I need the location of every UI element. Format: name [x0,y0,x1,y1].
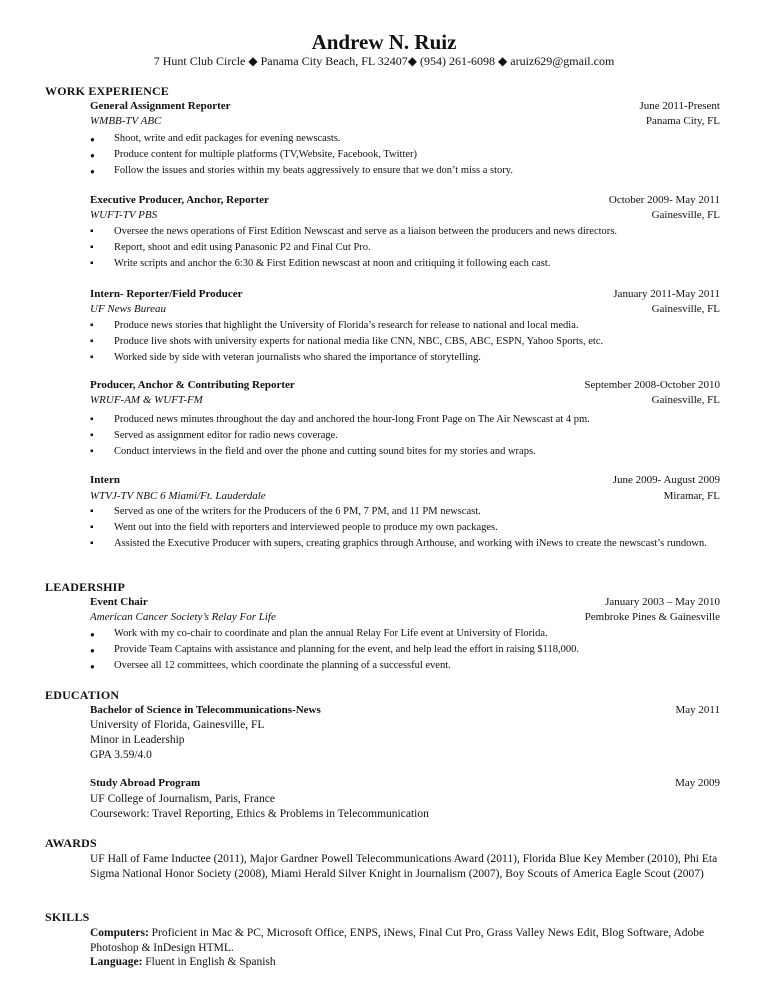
bullet-item: ● Follow the issues and stories within my beats aggressively to ensure that we don’t miss a story. [90,164,730,178]
leadership-title: Event Chair [90,596,148,608]
abroad-school: UF College of Journalism, Paris, France [90,793,275,805]
job-title: Intern- Reporter/Field Producer [90,288,243,300]
job-title: Intern [90,474,120,486]
job-location: Gainesville, FL [651,394,720,406]
bullet-item: ● Oversee all 12 committees, which coordinate the planning of a successful event. [90,659,730,673]
bullet-item: ▪ Write scripts and anchor the 6:30 & First Edition newscast at noon and critiquing it following each cast. [90,257,730,271]
bullet-item: ▪ Served as assignment editor for radio news coverage. [90,429,730,443]
bullet-item: ● Shoot, write and edit packages for evening newscasts. [90,132,730,146]
bullet-item: ● Work with my co-chair to coordinate and plan the annual Relay For Life event at University of Florida. [90,627,730,641]
bullet-item: ▪ Oversee the news operations of First Edition Newscast and serve as a liaison between the producers and news directors. [90,225,730,239]
job-title: Producer, Anchor & Contributing Reporter [90,379,295,391]
job-bullets [90,132,730,180]
bullet-item: ▪ Went out into the field with reporters and interviewed people to produce my own packages. [90,521,730,535]
abroad-program: Study Abroad Program [90,777,201,789]
job-bullets [90,319,730,367]
bullet-item: ▪ Served as one of the writers for the Producers of the 6 PM, 7 PM, and 11 PM newscast. [90,505,730,519]
job-title: Executive Producer, Anchor, Reporter [90,194,269,206]
gpa: GPA 3.59/4.0 [90,749,152,761]
job-bullets [90,505,730,553]
section-heading-education: EDUCATION [45,688,120,702]
job-dates: October 2009- May 2011 [608,194,720,206]
bullet-item: ● Produce content for multiple platforms (TV,Website, Facebook, Twitter) [90,148,730,162]
job-location: Gainesville, FL [651,209,720,221]
leadership-bullets [90,627,730,675]
job-org: UF News Bureau [90,303,166,315]
skills-computers-label: Computers: [90,927,149,939]
degree-date: May 2011 [675,704,720,716]
candidate-name: Andrew N. Ruiz [311,30,457,54]
skills-computers-text: Proficient in Mac & PC, Microsoft Office, ENPS, iNews, Final Cut Pro, Grass Valley News Edit, Blog Software, Adobe Photoshop & InDesign HTML. [90,927,705,954]
job-location: Gainesville, FL [651,303,720,315]
coursework: Coursework: Travel Reporting, Ethics & Problems in Telecommunication [90,808,429,820]
bullet-item: ▪ Produced news minutes throughout the day and anchored the hour-long Front Page on The Air Newscast at 4 pm. [90,413,730,427]
skills-language [90,955,720,970]
job-org: WMBB-TV ABC [90,115,162,127]
bullet-item: ▪ Conduct interviews in the field and over the phone and cutting sound bites for my stories and wraps. [90,445,730,459]
leadership-location: Pembroke Pines & Gainesville [584,611,720,623]
contact-line: 7 Hunt Club Circle ◆ Panama City Beach, FL 32407◆ (954) 261-6098 ◆ aruiz629@gmail.com [153,54,615,68]
bullet-item: ▪ Produce news stories that highlight the University of Florida’s research for release to national and local media. [90,319,730,333]
job-bullets [90,225,730,273]
job-dates: June 2009- August 2009 [612,474,720,486]
awards-text: UF Hall of Fame Inductee (2011), Major Gardner Powell Telecommunications Award (2011), Florida Blue Key Member (2010), Phi Eta Sigma National Honor Society (2008), Miami Herald Silver Knight in Journalism (2007), Boy Scouts of America Eagle Scout (2007) [90,853,718,880]
job-dates: September 2008-October 2010 [584,379,720,391]
bullet-item: ▪ Produce live shots with university experts for national media like CNN, NBC, CBS, ABC, ESPN, Yahoo Sports, etc. [90,335,730,349]
bullet-item: ▪ Assisted the Executive Producer with supers, creating graphics through Arthouse, and working with iNews to create the newscast’s rundown. [90,537,730,551]
degree-name: Bachelor of Science in Telecommunications-News [90,704,321,716]
job-location: Panama City, FL [645,115,720,127]
job-bullets [90,413,730,461]
section-heading-leadership: LEADERSHIP [45,580,126,594]
bullet-item: ● Provide Team Captains with assistance and planning for the event, and help lead the effort in raising $118,000. [90,643,730,657]
abroad-date: May 2009 [675,777,720,789]
school-name: University of Florida, Gainesville, FL [90,719,265,731]
skills-language-text: Fluent in English & Spanish [145,956,276,968]
leadership-org: American Cancer Society’s Relay For Life [90,611,276,623]
job-title: General Assignment Reporter [90,100,231,112]
section-heading-skills: SKILLS [45,910,90,924]
minor: Minor in Leadership [90,734,185,746]
skills-language-label: Language: [90,956,143,968]
leadership-dates: January 2003 – May 2010 [605,596,720,608]
job-org: WUFT-TV PBS [90,209,158,221]
job-org: WTVJ-TV NBC 6 Miami/Ft. Lauderdale [90,490,266,502]
section-heading-awards: AWARDS [45,836,97,850]
section-heading-work: WORK EXPERIENCE [45,84,170,98]
bullet-item: ▪ Worked side by side with veteran journalists who shared the importance of storytelling. [90,351,730,365]
job-dates: June 2011-Present [639,100,720,112]
skills-computers [90,926,720,955]
job-org: WRUF-AM & WUFT-FM [90,394,203,406]
bullet-item: ▪ Report, shoot and edit using Panasonic P2 and Final Cut Pro. [90,241,730,255]
job-location: Miramar, FL [663,490,720,502]
job-dates: January 2011-May 2011 [613,288,720,300]
